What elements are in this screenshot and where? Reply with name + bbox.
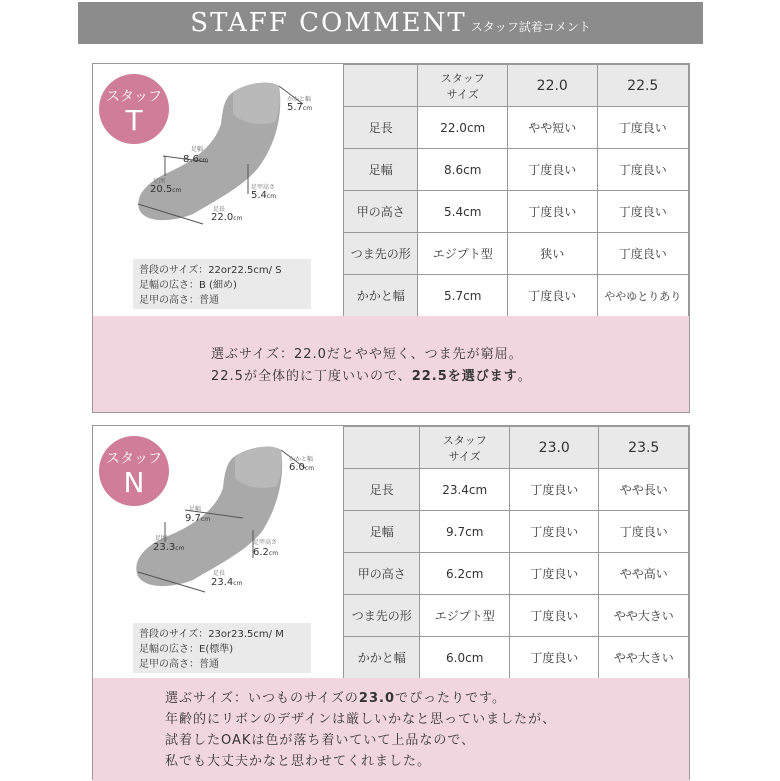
size-a-value: 丁度良い	[510, 553, 599, 595]
length-caption: 足長	[213, 206, 226, 213]
size-b-value: やや大きい	[599, 595, 689, 637]
table-row	[344, 107, 689, 149]
staff-t-info-box	[133, 259, 311, 309]
comment-line: 年齢的にリボンのデザインは厳しいかなと思っていましたが、	[165, 712, 557, 727]
header-corner	[344, 65, 418, 107]
length-caption: 足長	[213, 570, 226, 577]
foot-form-heel	[235, 447, 282, 488]
table-row	[344, 637, 689, 679]
row-label: かかと幅	[344, 275, 418, 317]
size-b-value: 丁度良い	[599, 511, 689, 553]
heel-width-value: 6.0cm	[289, 462, 315, 473]
instep-value: 6.2cm	[253, 547, 279, 558]
foot-width-type: 足幅の広さ：E(標準)	[139, 644, 234, 655]
size-a-value: 狭い	[508, 233, 597, 275]
staff-n-panel	[92, 425, 690, 780]
badge-label: スタッフ	[106, 451, 162, 467]
table-row	[344, 149, 689, 191]
staff-value: 22.0cm	[418, 107, 508, 149]
foot-width-value: 9.7cm	[185, 513, 211, 524]
table-row	[344, 595, 689, 637]
staff-n-comment	[93, 678, 689, 781]
instep-height-type: 足甲の高さ：普通	[139, 295, 219, 306]
row-label: 足長	[344, 469, 420, 511]
row-label: 足幅	[344, 149, 418, 191]
staff-t-fit-table	[343, 64, 689, 317]
staff-value: エジプト型	[418, 233, 508, 275]
table-row	[344, 553, 689, 595]
section-header	[78, 2, 703, 44]
badge-letter: T	[125, 104, 143, 137]
size-a-value: やや短い	[508, 107, 597, 149]
staff-value: 5.7cm	[418, 275, 508, 317]
size-a-value: 丁度良い	[508, 191, 597, 233]
row-label: 足長	[344, 107, 418, 149]
instep-caption: 足甲高さ	[251, 184, 276, 191]
girth-caption: 足囲	[155, 535, 168, 542]
staff-value: エジプト型	[420, 595, 510, 637]
instep-height-type: 足甲の高さ：普通	[139, 659, 219, 670]
staff-value: 6.2cm	[420, 553, 510, 595]
size-a-value: 丁度良い	[510, 511, 599, 553]
table-row	[344, 469, 689, 511]
header-size-a: 23.0	[510, 427, 599, 469]
row-label: かかと幅	[344, 637, 420, 679]
comment-emphasis: 22.5を選びます	[411, 369, 518, 384]
comment-line: 私でも大丈夫かなと思わせてくれました。	[165, 754, 432, 769]
row-label: 甲の高さ	[344, 553, 420, 595]
foot-width-type: 足幅の広さ：B (細め)	[139, 280, 237, 291]
badge-letter: N	[123, 466, 145, 499]
length-value: 23.4cm	[211, 577, 243, 588]
header-title: STAFF COMMENT	[190, 8, 467, 38]
header-size-a: 22.0	[508, 65, 597, 107]
table-row	[344, 275, 689, 317]
row-label: 足幅	[344, 511, 420, 553]
row-label: つま先の形	[344, 595, 420, 637]
size-a-value: 丁度良い	[508, 149, 597, 191]
table-header-row	[344, 427, 689, 469]
table-row	[344, 511, 689, 553]
header-subtitle: スタッフ試着コメント	[470, 19, 591, 34]
heel-width-caption: かかと幅	[287, 96, 312, 103]
row-label: 甲の高さ	[344, 191, 418, 233]
row-label: つま先の形	[344, 233, 418, 275]
header-staff-size: スタッフ サイズ	[420, 427, 510, 469]
staff-value: 6.0cm	[420, 637, 510, 679]
size-b-value: 丁度良い	[597, 107, 689, 149]
size-b-value: やや長い	[599, 469, 689, 511]
size-b-value: 丁度良い	[597, 233, 689, 275]
size-a-value: 丁度良い	[510, 637, 599, 679]
staff-n-info-box	[133, 623, 311, 673]
length-value: 22.0cm	[211, 212, 243, 223]
staff-t-panel	[92, 63, 690, 413]
foot-width-value: 8.6cm	[183, 154, 209, 165]
staff-value: 8.6cm	[418, 149, 508, 191]
staff-value: 5.4cm	[418, 191, 508, 233]
badge-label: スタッフ	[106, 89, 162, 105]
usual-size: 普段のサイズ：23or23.5cm/ M	[139, 629, 284, 640]
staff-value: 23.4cm	[420, 469, 510, 511]
staff-t-comment	[93, 316, 689, 412]
comment-line: 選ぶサイズ：いつものサイズの23.0でぴったりです。	[165, 691, 506, 706]
header-size-b: 23.5	[599, 427, 689, 469]
header-staff-size: スタッフ サイズ	[418, 65, 508, 107]
size-a-value: 丁度良い	[508, 275, 597, 317]
heel-width-caption: かかと幅	[289, 456, 314, 463]
size-b-value: 丁度良い	[597, 191, 689, 233]
usual-size: 普段のサイズ：22or22.5cm/ S	[139, 265, 282, 276]
girth-value: 23.3cm	[153, 542, 185, 553]
girth-caption: 足囲	[153, 178, 166, 185]
table-header-row	[344, 65, 689, 107]
size-b-value: やや高い	[599, 553, 689, 595]
table-row	[344, 233, 689, 275]
foot-width-caption: 足幅	[189, 506, 202, 513]
size-b-value: やや大きい	[599, 637, 689, 679]
staff-n-illustration	[93, 426, 343, 678]
instep-value: 5.4cm	[251, 190, 277, 201]
comment-line: 試着したOAKは色が落ち着いていて上品なので、	[165, 733, 476, 748]
size-a-value: 丁度良い	[510, 469, 599, 511]
foot-width-caption: 足幅	[191, 146, 204, 153]
comment-line: 22.5が全体的に丁度いいので、22.5を選びます。	[211, 369, 532, 384]
staff-value: 9.7cm	[420, 511, 510, 553]
header-size-b: 22.5	[597, 65, 689, 107]
table-row	[344, 191, 689, 233]
header-corner	[344, 427, 420, 469]
heel-width-value: 5.7cm	[287, 102, 313, 113]
staff-n-fit-table	[343, 426, 689, 679]
instep-caption: 足甲高さ	[253, 539, 278, 546]
foot-form-heel	[233, 83, 280, 124]
size-b-value: ややゆとりあり	[597, 275, 689, 317]
size-a-value: 丁度良い	[510, 595, 599, 637]
girth-value: 20.5cm	[150, 184, 182, 195]
staff-t-illustration	[93, 64, 343, 316]
comment-emphasis: 23.0	[358, 691, 395, 706]
size-b-value: 丁度良い	[597, 149, 689, 191]
comment-line: 選ぶサイズ：22.0だとやや短く、つま先が窮屈。	[211, 347, 523, 362]
